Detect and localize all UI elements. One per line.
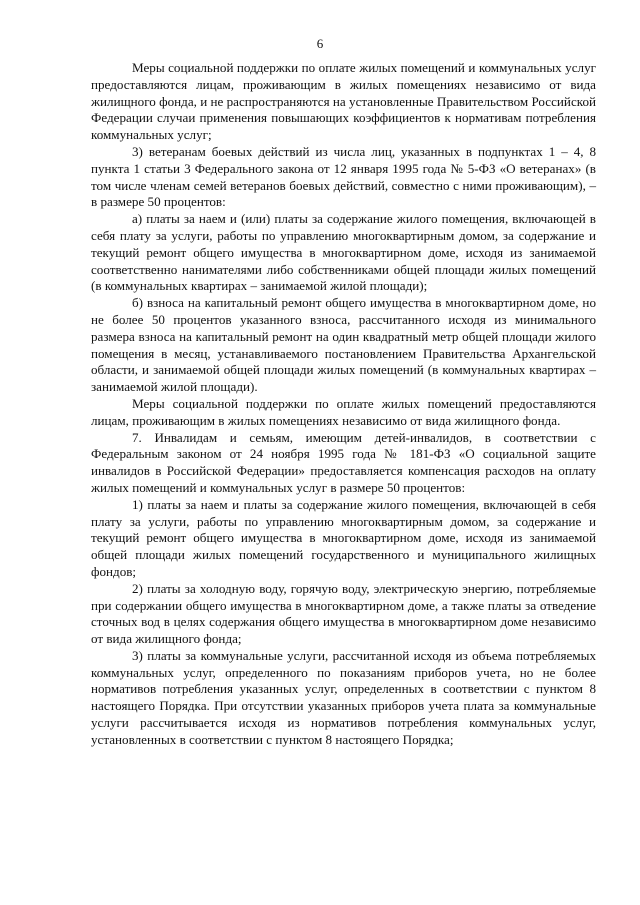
paragraph-point-7-disabled: 7. Инвалидам и семьям, имеющим детей-инвалидов, в соответствии с Федеральным законом от 24 ноября 1995 года № 181-ФЗ «О социальной защите инвалидов в Российской Федерации» предоставляется компенсация расходов на оплату жилых помещений и коммунальных услуг в размере 50 процентов: <box>91 429 596 495</box>
page-number: 6 <box>316 36 324 51</box>
paragraph-subitem-b: б) взноса на капитальный ремонт общего имущества в многоквартирном доме, но не более 50 процентов указанного взноса, рассчитанного исходя из минимального размера взноса на капитальный ремонт на один квадратный метр общей площади жилого помещения в месяц, устанавливаемого постановлением Правительства Архангельской области, и занимаемой общей площади жилых помещений (в коммунальных квартирах – занимаемой жилой площади). <box>91 295 596 395</box>
paragraph-measures-note-1: Меры социальной поддержки по оплате жилых помещений и коммунальных услуг предоставляются лицам, проживающим в жилых помещениях независимо от вида жилищного фонда, и не распространяются на установленные Правительством Российской Федерации случаи применения повышающих коэффициентов к нормативам потребления коммунальных услуг; <box>91 60 596 143</box>
paragraph-item-3: 3) платы за коммунальные услуги, рассчитанной исходя из объема потребляемых коммунальных услуг, определенного по показаниям приборов учета, но не более нормативов потребления указанных услуг, определенных в соответствии с пунктом 8 настоящего Порядка. При отсутствии указанных приборов учета плата за коммунальные услуги рассчитывается исходя из нормативов потребления коммунальных услуг, установленных в соответствии с пунктом 8 настоящего Порядка; <box>91 647 596 747</box>
paragraph-subitem-a: а) платы за наем и (или) платы за содержание жилого помещения, включающей в себя плату за услуги, работы по управлению многоквартирным домом, за содержание и текущий ремонт общего имущества в многоквартирном доме, исходя из занимаемой соответственно нанимателями либо собственниками общей площади жилых помещений (в коммунальных квартирах – занимаемой жилой площади); <box>91 211 596 294</box>
paragraph-measures-note-2: Меры социальной поддержки по оплате жилых помещений предоставляются лицам, проживающим в жилых помещениях независимо от вида жилищного фонда. <box>91 395 596 428</box>
paragraph-item-2: 2) платы за холодную воду, горячую воду, электрическую энергию, потребляемые при содержании общего имущества в многоквартирном доме, а также платы за отведение сточных вод в целях содержания общего имущества в многоквартирном доме независимо от вида жилищного фонда; <box>91 580 596 647</box>
paragraph-item-3-veterans: 3) ветеранам боевых действий из числа лиц, указанных в подпунктах 1 – 4, 8 пункта 1 статьи 3 Федерального закона от 12 января 1995 года № 5-ФЗ «О ветеранах» (в том числе членам семей ветеранов боевых действий, совместно с ними проживающим), – в размере 50 процентов: <box>91 143 596 210</box>
paragraph-item-1: 1) платы за наем и платы за содержание жилого помещения, включающей в себя плату за услуги, работы по управлению многоквартирным домом, за содержание и текущий ремонт общего имущества в многоквартирном доме, исходя из занимаемой общей площади жилых помещений государственного и муниципального жилищных фондов; <box>91 496 596 579</box>
document-body <box>91 60 596 749</box>
